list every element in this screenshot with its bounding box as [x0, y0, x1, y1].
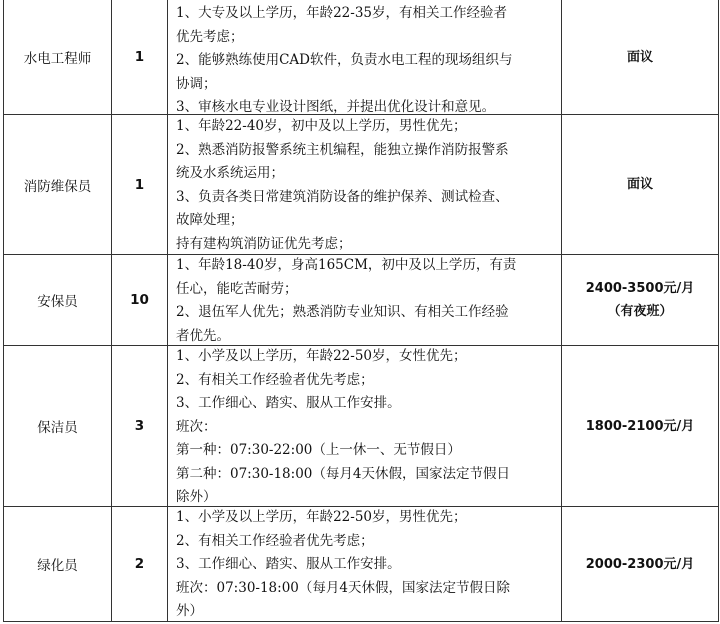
requirement-line: 2、有相关工作经验者优先考虑；	[176, 371, 374, 388]
salary-cell	[562, 346, 718, 506]
headcount-cell: 1	[134, 49, 145, 65]
requirements-cell	[176, 2, 560, 120]
headcount-cell: 3	[134, 418, 145, 434]
requirements-cell	[176, 254, 560, 348]
requirements-cell	[176, 345, 560, 510]
salary-text: 面议	[626, 49, 653, 65]
salary-text: 2400-3500元/月	[585, 281, 695, 296]
headcount-cell: 2	[134, 556, 145, 572]
position-cell: 绿化员	[37, 558, 78, 574]
requirement-line: 任心，能吃苦耐劳；	[176, 280, 298, 297]
requirement-line: 除外）	[176, 489, 217, 505]
requirement-line: 故障处理；	[176, 212, 244, 228]
requirement-line: 第二种：07:30-18:00（每月4天休假，国家法定节假日	[176, 465, 510, 482]
column-divider	[167, 0, 168, 622]
salary-text: 面议	[626, 177, 653, 192]
requirement-line: 3、工作细心、踏实、服从工作安排。	[176, 395, 401, 411]
requirement-line: 持有建构筑消防证优先考虑；	[176, 235, 352, 252]
salary-note: （有夜班）	[607, 304, 673, 319]
position-cell: 水电工程师	[23, 51, 92, 67]
requirement-line: 2、退伍军人优先；熟悉消防专业知识、有相关工作经验	[176, 304, 509, 320]
salary-cell	[562, 115, 718, 254]
requirement-line: 第一种：07:30-22:00（上一休一、无节假日）	[176, 442, 461, 458]
headcount-cell: 10	[130, 292, 149, 308]
salary-cell	[562, 507, 718, 621]
requirement-line: 协调；	[176, 75, 217, 92]
requirement-line: 班次：07:30-18:00（每月4天休假，国家法定节假日除	[176, 579, 510, 596]
requirement-line: 1、大专及以上学历，年龄22-35岁，有相关工作经验者	[176, 5, 508, 21]
requirements-cell	[176, 506, 560, 624]
requirement-line: 外）	[176, 603, 203, 619]
requirement-line: 2、有相关工作经验者优先考虑；	[176, 532, 374, 549]
requirement-line: 者优先。	[176, 327, 230, 344]
requirement-line: 1、小学及以上学历，年龄22-50岁，男性优先；	[176, 509, 467, 525]
salary-text: 2000-2300元/月	[585, 556, 695, 572]
requirement-line: 2、能够熟练使用CAD软件，负责水电工程的现场组织与	[176, 52, 513, 68]
requirement-line: 优先考虑；	[176, 28, 244, 45]
requirement-line: 1、年龄22-40岁，初中及以上学历，男性优先；	[176, 118, 467, 134]
requirement-line: 1、小学及以上学历，年龄22-50岁，女性优先；	[176, 348, 467, 364]
requirement-line: 3、工作细心、踏实、服从工作安排。	[176, 556, 401, 572]
position-cell: 安保员	[37, 294, 78, 310]
requirement-line: 3、负责各类日常建筑消防设备的维护保养、测试检查、	[176, 188, 509, 205]
requirement-line: 统及水系统运用；	[176, 165, 284, 181]
requirements-cell	[176, 115, 560, 256]
salary-cell	[562, 0, 718, 114]
salary-cell	[562, 255, 718, 345]
position-cell: 保洁员	[37, 420, 78, 436]
requirement-line: 班次：	[176, 418, 217, 435]
salary-text: 1800-2100元/月	[585, 418, 695, 434]
requirement-line: 2、熟悉消防报警系统主机编程，能独立操作消防报警系	[176, 141, 509, 158]
requirement-line: 3、审核水电专业设计图纸，并提出优化设计和意见。	[176, 99, 496, 115]
position-cell: 消防维保员	[23, 178, 92, 195]
requirement-line: 1、年龄18-40岁，身高165CM，初中及以上学历，有责	[176, 257, 517, 273]
headcount-cell: 1	[134, 176, 145, 193]
column-divider	[718, 0, 719, 622]
